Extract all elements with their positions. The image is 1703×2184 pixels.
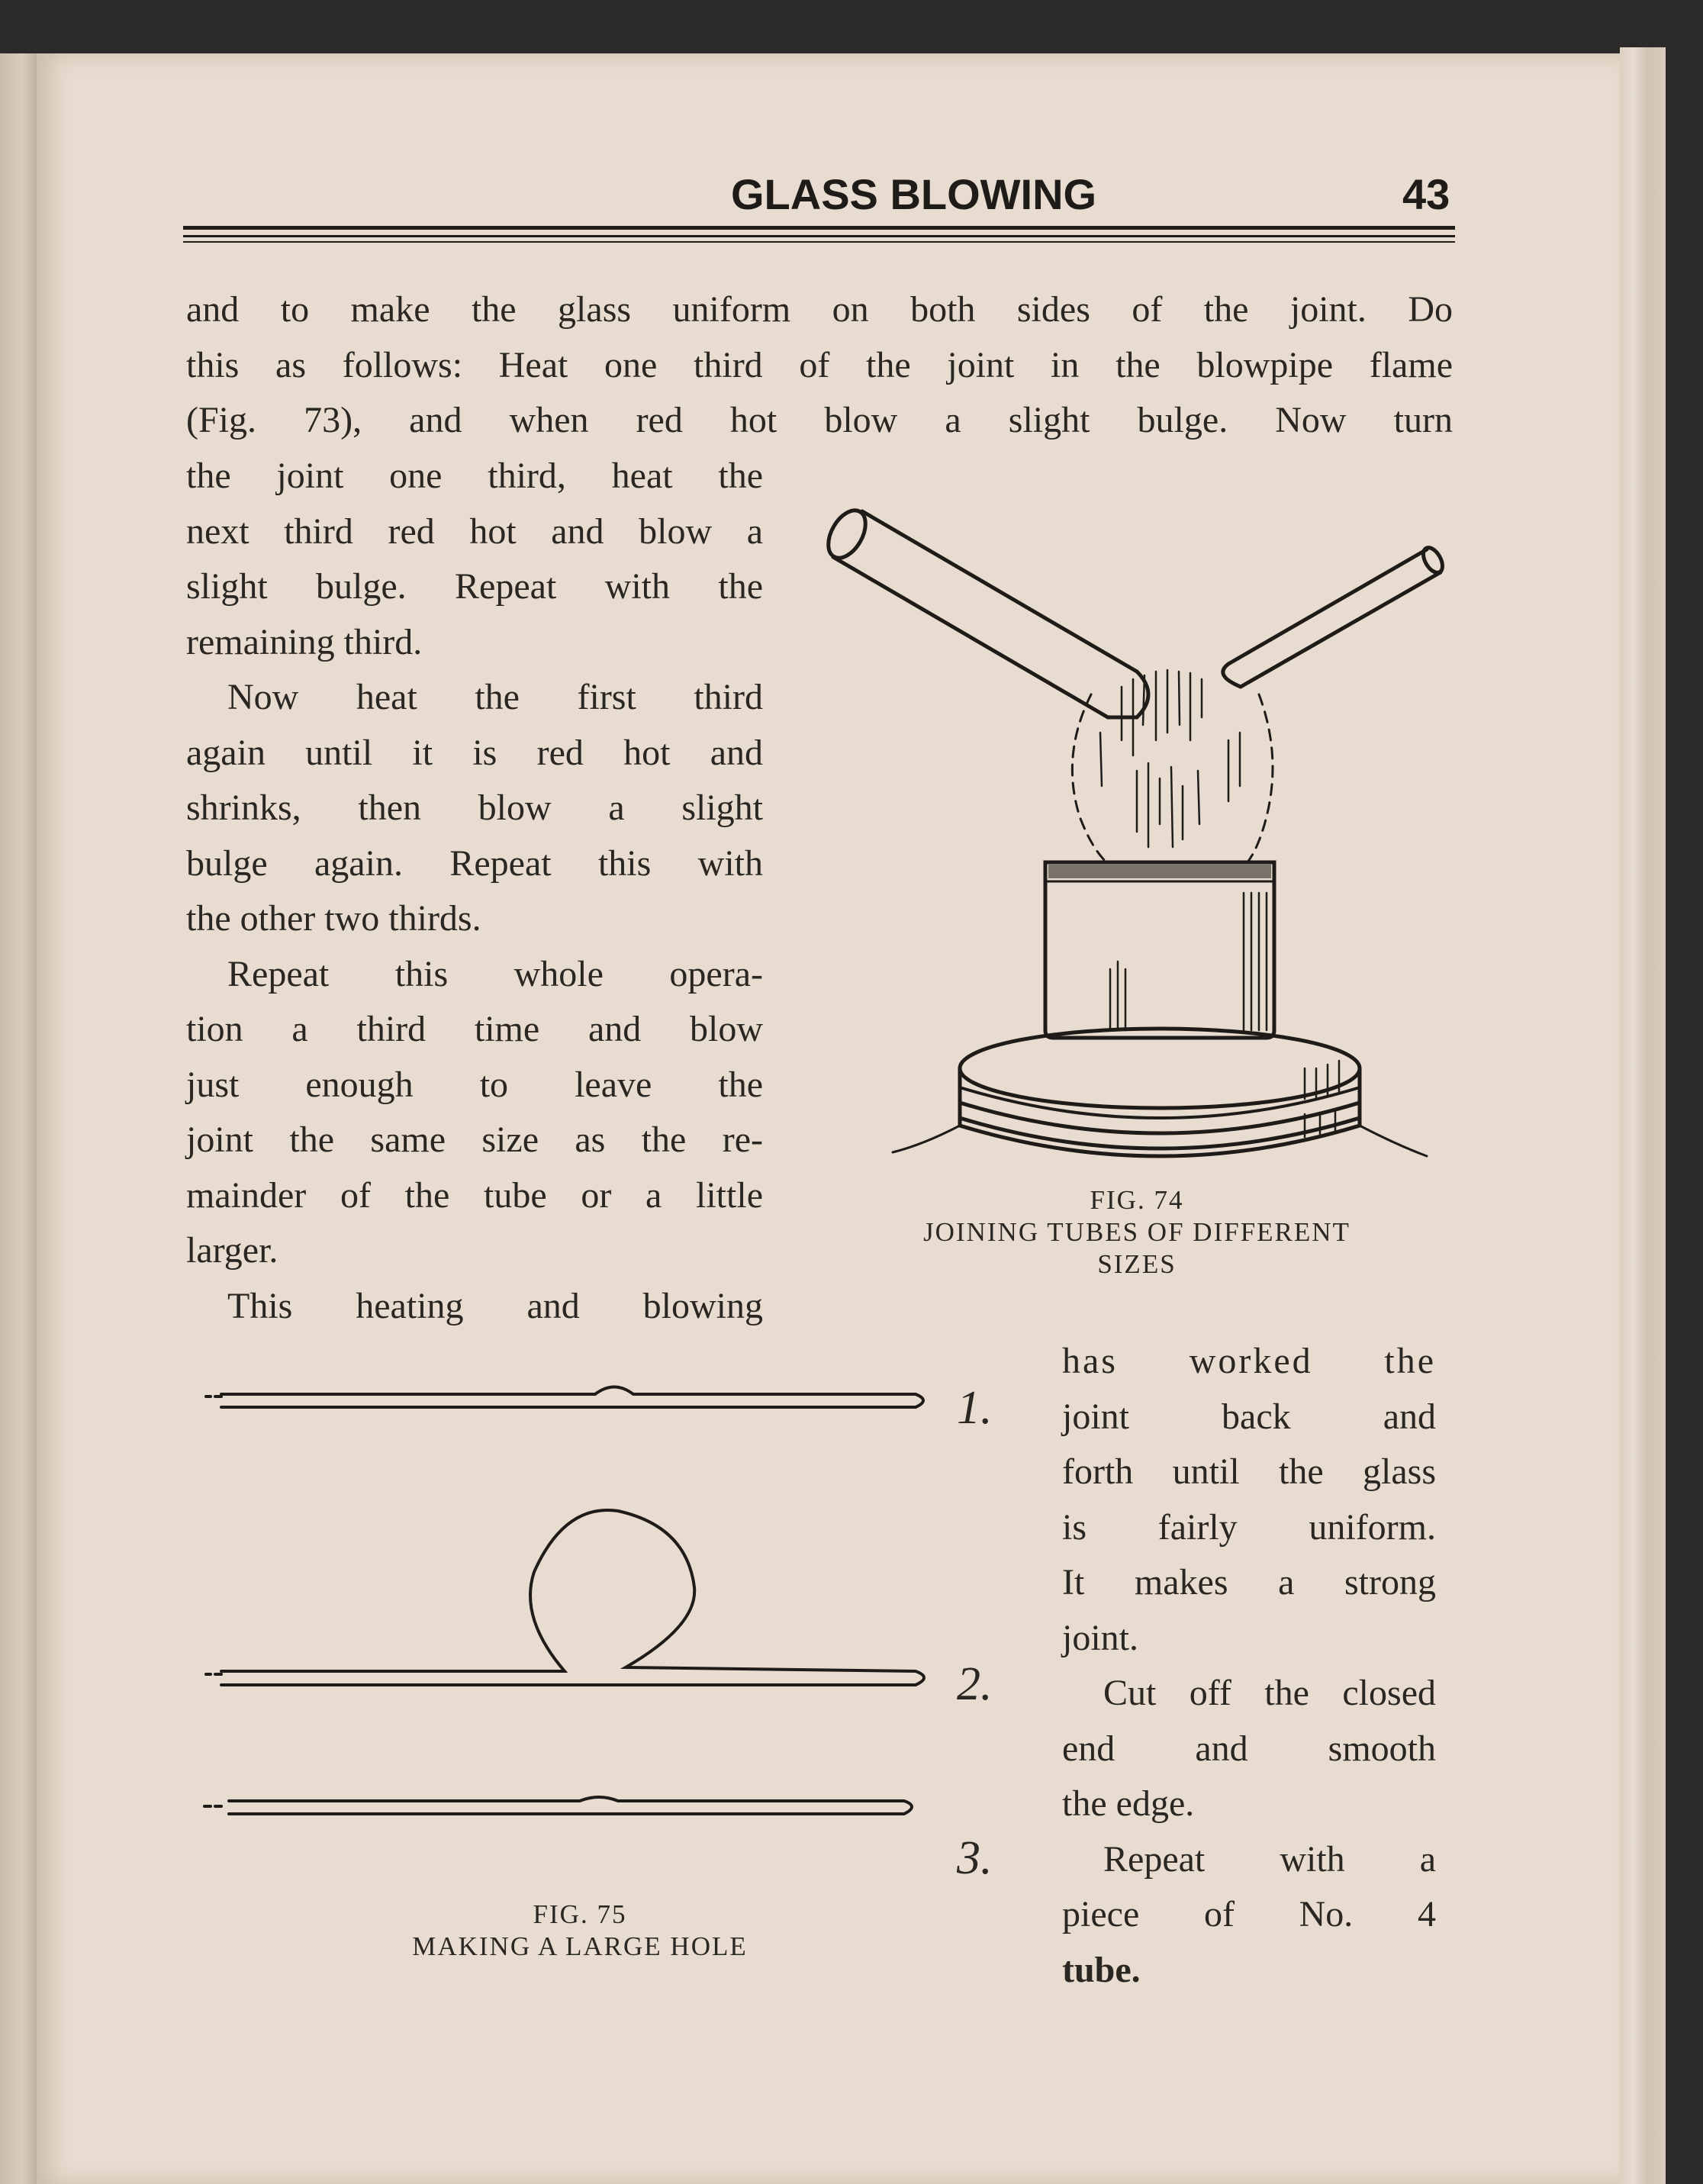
- fig75-step-1-label: 1.: [957, 1382, 993, 1434]
- body-line: bulge again. Repeat this with: [186, 842, 763, 884]
- left-column-text: [186, 449, 763, 1334]
- body-line: slight bulge. Repeat with the: [186, 566, 763, 607]
- fig75-label: FIG. 75: [533, 1899, 627, 1929]
- fig75-illustration: [198, 1374, 931, 1847]
- body-line: Repeat with a: [1103, 1838, 1436, 1880]
- fig74-caption: [855, 1184, 1419, 1280]
- body-line: This heating and blowing: [227, 1285, 763, 1326]
- body-line: shrinks, then blow a slight: [186, 788, 763, 828]
- body-line: the other two thirds.: [186, 898, 481, 939]
- running-head: GLASS BLOWING: [731, 170, 1097, 218]
- fig75-caption-text: MAKING A LARGE HOLE: [412, 1931, 748, 1961]
- body-line: piece of No. 4: [1062, 1894, 1436, 1934]
- body-line: this as follows: Heat one third of the joint in the blowpipe flame: [186, 344, 1453, 385]
- header-rule-thick: [183, 226, 1455, 230]
- body-line: forth until the glass: [1062, 1451, 1436, 1492]
- fig75-caption: [336, 1899, 824, 1963]
- body-line: joint the same size as the re-: [186, 1119, 763, 1160]
- body-line: and to make the glass uniform on both sides of the joint. Do: [186, 289, 1453, 330]
- body-line: just enough to leave the: [186, 1064, 763, 1105]
- body-line: Now heat the first third: [227, 677, 763, 717]
- right-column-text: [1062, 1334, 1436, 1998]
- body-line: mainder of the tube or a little: [186, 1174, 763, 1216]
- body-line: again until it is red hot and: [186, 732, 763, 773]
- header-rule-thin: [183, 241, 1455, 243]
- body-line: (Fig. 73), and when red hot blow a slight bulge. Now turn: [186, 400, 1453, 440]
- body-line: remaining third.: [186, 621, 423, 662]
- body-paragraph-full: [186, 282, 1453, 449]
- body-line: is fairly uniform.: [1062, 1506, 1436, 1548]
- body-line: joint back and: [1062, 1396, 1436, 1437]
- page-stack-edge: [1620, 47, 1666, 2184]
- page-number: 43: [1402, 170, 1450, 218]
- fig75-step-2-label: 2.: [957, 1658, 993, 1710]
- fig74-caption-line2: SIZES: [1097, 1249, 1177, 1279]
- body-line: tion a third time and blow: [186, 1009, 763, 1049]
- body-line: the edge.: [1062, 1783, 1195, 1824]
- body-line: has worked the: [1062, 1341, 1436, 1381]
- fig75-step-3-label: 3.: [957, 1832, 993, 1884]
- body-line: tube.: [1062, 1949, 1141, 1990]
- fig74-caption-line1: JOINING TUBES OF DIFFERENT: [923, 1217, 1350, 1247]
- left-page-gutter: [0, 53, 37, 2184]
- body-line: joint.: [1062, 1617, 1139, 1658]
- body-line: larger.: [186, 1230, 278, 1271]
- fig74-illustration: [816, 465, 1427, 1183]
- body-line: next third red hot and blow a: [186, 511, 763, 552]
- body-line: Repeat this whole opera-: [227, 953, 763, 994]
- header-rule-middle: [183, 235, 1455, 237]
- body-line: end and smooth: [1062, 1728, 1436, 1769]
- fig74-label: FIG. 74: [1090, 1185, 1184, 1215]
- body-line: It makes a strong: [1062, 1562, 1436, 1603]
- body-line: the joint one third, heat the: [186, 456, 763, 496]
- body-line: Cut off the closed: [1103, 1673, 1436, 1713]
